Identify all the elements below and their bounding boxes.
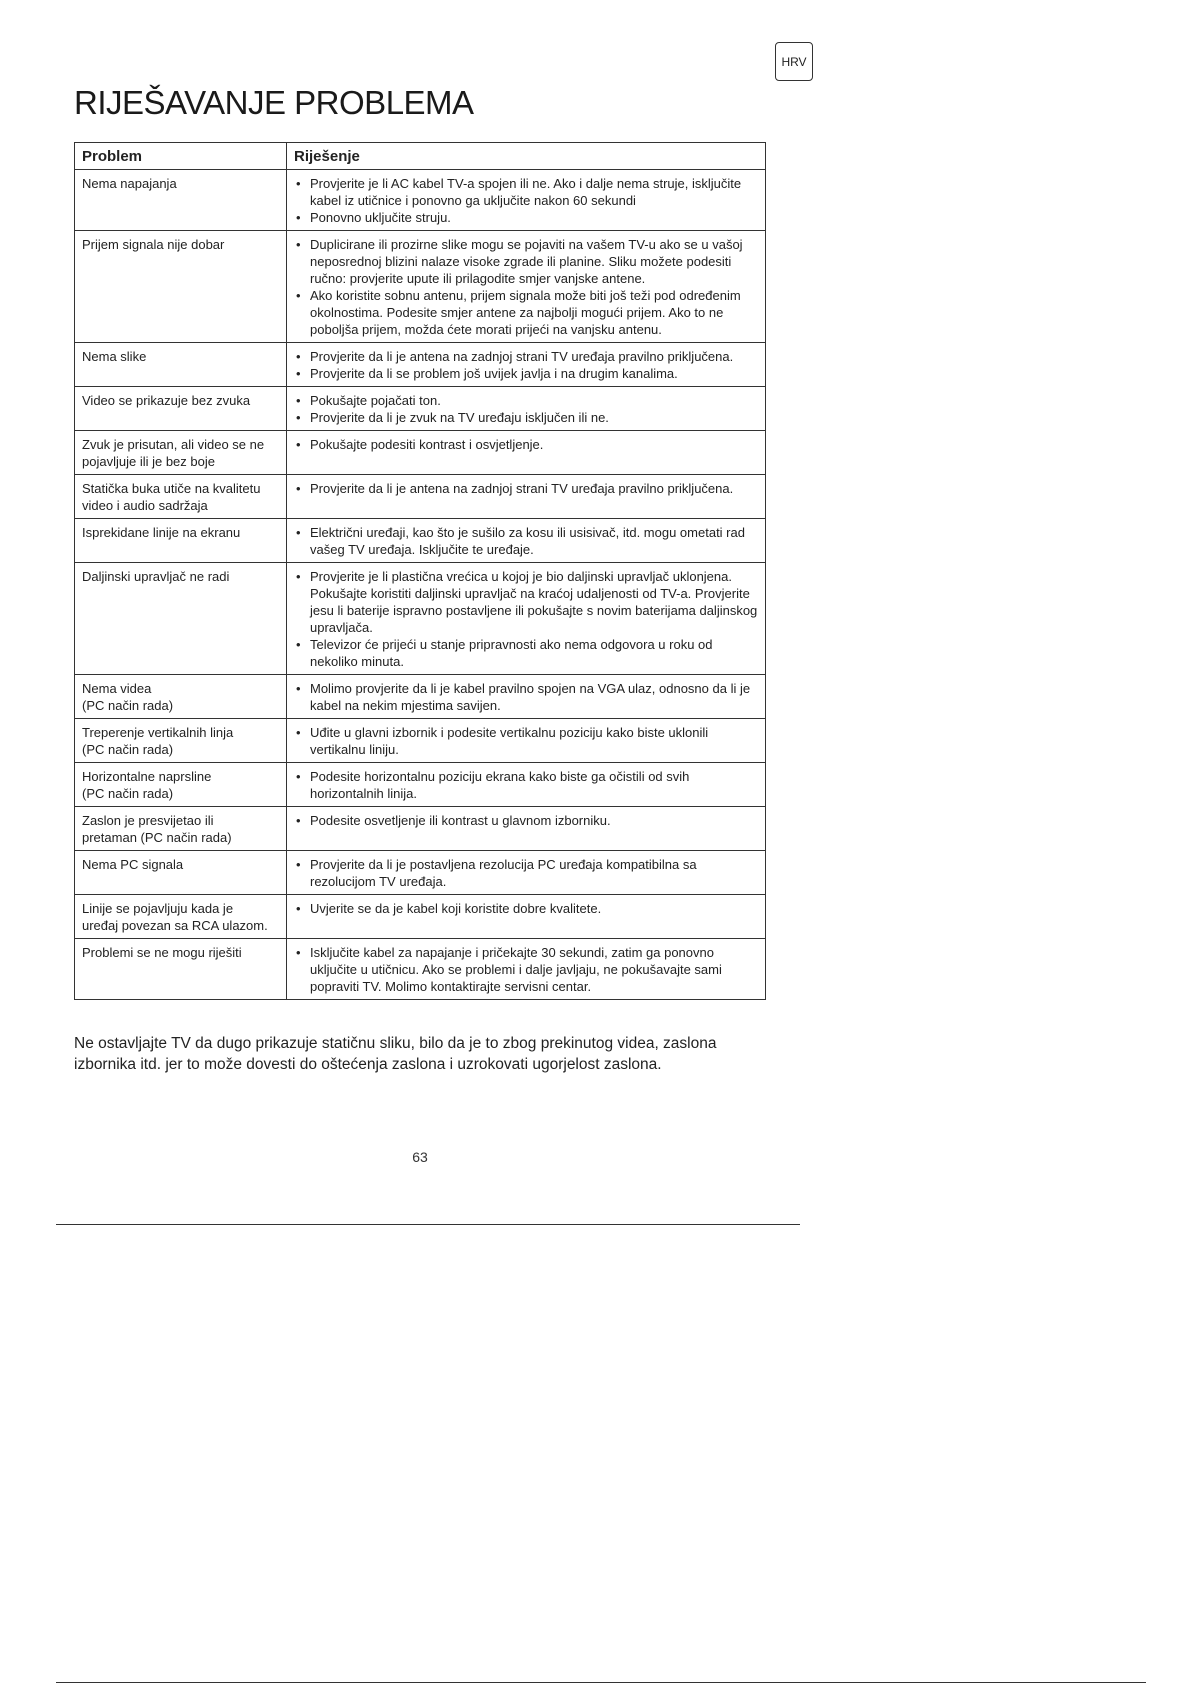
table-body	[75, 170, 766, 1000]
table-row	[75, 475, 766, 519]
problem-cell: Nema napajanja	[75, 170, 287, 231]
solution-cell	[287, 170, 766, 231]
solution-item: • Električni uređaji, kao što je sušilo za kosu ili usisivač, itd. mogu ometati rad vašeg TV uređaja. Isključite te uređaje.	[310, 524, 758, 558]
problem-cell: Zaslon je presvijetao ili pretaman (PC način rada)	[75, 807, 287, 851]
problem-cell: Treperenje vertikalnih linja (PC način rada)	[75, 719, 287, 763]
problem-cell: Video se prikazuje bez zvuka	[75, 387, 287, 431]
language-badge: HRV	[775, 42, 813, 81]
solution-cell	[287, 475, 766, 519]
problem-cell: Isprekidane linije na ekranu	[75, 519, 287, 563]
solution-item: • Duplicirane ili prozirne slike mogu se pojaviti na vašem TV-u ako se u vašoj neposrednoj blizini nalaze visoke zgrade ili planine. Sliku možete podesiti ručno: provjerite upute ili prilagodite smjer vanjske antene.	[310, 236, 758, 287]
solution-list	[294, 944, 758, 995]
table-row	[75, 431, 766, 475]
solution-cell	[287, 939, 766, 1000]
problem-cell: Nema videa (PC način rada)	[75, 675, 287, 719]
solution-item: • Provjerite da li se problem još uvijek javlja i na drugim kanalima.	[310, 365, 758, 382]
solution-cell	[287, 675, 766, 719]
table-row	[75, 939, 766, 1000]
solution-item: • Uđite u glavni izbornik i podesite vertikalnu poziciju kako biste uklonili vertikalnu liniju.	[310, 724, 758, 758]
solution-item: • Uvjerite se da je kabel koji koristite dobre kvalitete.	[310, 900, 758, 917]
bottom-divider-line	[56, 1682, 1146, 1683]
solution-item: • Provjerite da li je zvuk na TV uređaju isključen ili ne.	[310, 409, 758, 426]
solution-item: • Televizor će prijeći u stanje pripravnosti ako nema odgovora u roku od nekoliko minuta.	[310, 636, 758, 670]
table-row	[75, 895, 766, 939]
solution-cell	[287, 387, 766, 431]
page-number: 63	[412, 1149, 428, 1165]
table-row	[75, 563, 766, 675]
table-row	[75, 763, 766, 807]
problem-cell: Problemi se ne mogu riješiti	[75, 939, 287, 1000]
solution-item: • Ako koristite sobnu antenu, prijem signala može biti još teži pod određenim okolnostima. Podesite smjer antene za najbolji mogući prijem. Ako to ne poboljša prijem, možda ćete morati prijeći na vanjsku antenu.	[310, 287, 758, 338]
problem-cell: Nema slike	[75, 343, 287, 387]
problem-cell: Linije se pojavljuju kada je uređaj povezan sa RCA ulazom.	[75, 895, 287, 939]
solution-item: • Provjerite je li AC kabel TV-a spojen ili ne. Ako i dalje nema struje, isključite kabel iz utičnice i ponovno ga uključite nakon 60 sekundi	[310, 175, 758, 209]
table-row	[75, 231, 766, 343]
solution-item: • Podesite osvetljenje ili kontrast u glavnom izborniku.	[310, 812, 758, 829]
table-row	[75, 719, 766, 763]
solution-cell	[287, 231, 766, 343]
solution-list	[294, 175, 758, 226]
solution-cell	[287, 719, 766, 763]
solution-item: • Isključite kabel za napajanje i pričekajte 30 sekundi, zatim ga ponovno uključite u utičnicu. Ako se problemi i dalje javljaju, ne pokušavajte sami popraviti TV. Molimo kontaktirajte servisni centar.	[310, 944, 758, 995]
solution-cell	[287, 895, 766, 939]
table-row	[75, 387, 766, 431]
problem-cell: Horizontalne naprsline (PC način rada)	[75, 763, 287, 807]
solution-list	[294, 436, 758, 453]
problem-cell: Prijem signala nije dobar	[75, 231, 287, 343]
solution-list	[294, 392, 758, 426]
solution-item: • Podesite horizontalnu poziciju ekrana kako biste ga očistili od svih horizontalnih linija.	[310, 768, 758, 802]
table-header-row	[75, 143, 766, 170]
table-row	[75, 519, 766, 563]
table-row	[75, 807, 766, 851]
page-title: RIJEŠAVANJE PROBLEMA	[74, 84, 474, 121]
divider-line	[56, 1224, 800, 1225]
table-row	[75, 675, 766, 719]
solution-cell	[287, 343, 766, 387]
problem-cell: Statička buka utiče na kvalitetu video i audio sadržaja	[75, 475, 287, 519]
solution-item: • Pokušajte pojačati ton.	[310, 392, 758, 409]
solution-item: • Provjerite da li je antena na zadnjoj strani TV uređaja pravilno priključena.	[310, 348, 758, 365]
solution-item: • Pokušajte podesiti kontrast i osvjetljenje.	[310, 436, 758, 453]
solution-list	[294, 812, 758, 829]
solution-list	[294, 348, 758, 382]
solution-list	[294, 524, 758, 558]
solution-item: • Molimo provjerite da li je kabel pravilno spojen na VGA ulaz, odnosno da li je kabel na nekim mjestima savijen.	[310, 680, 758, 714]
table-row	[75, 170, 766, 231]
solution-list	[294, 900, 758, 917]
problem-cell: Nema PC signala	[75, 851, 287, 895]
troubleshooting-table	[74, 142, 766, 1000]
table-row	[75, 343, 766, 387]
solution-cell	[287, 431, 766, 475]
problem-cell: Daljinski upravljač ne radi	[75, 563, 287, 675]
solution-cell	[287, 851, 766, 895]
solution-item: • Provjerite da li je antena na zadnjoj strani TV uređaja pravilno priključena.	[310, 480, 758, 497]
solution-list	[294, 480, 758, 497]
solution-cell	[287, 519, 766, 563]
solution-list	[294, 724, 758, 758]
solution-cell	[287, 563, 766, 675]
solution-cell	[287, 763, 766, 807]
solution-cell	[287, 807, 766, 851]
solution-item: • Ponovno uključite struju.	[310, 209, 758, 226]
solution-list	[294, 768, 758, 802]
solution-list	[294, 236, 758, 338]
solution-list	[294, 856, 758, 890]
solution-list	[294, 568, 758, 670]
static-image-warning: Ne ostavljajte TV da dugo prikazuje statičnu sliku, bilo da je to zbog prekinutog videa, zaslona izbornika itd. jer to može dovesti do oštećenja zaslona i uzrokovati ugorjelost zaslona.	[74, 1035, 717, 1073]
column-header-solution: Riješenje	[287, 143, 766, 170]
problem-cell: Zvuk je prisutan, ali video se ne pojavljuje ili je bez boje	[75, 431, 287, 475]
table-row	[75, 851, 766, 895]
solution-item: • Provjerite da li je postavljena rezolucija PC uređaja kompatibilna sa rezolucijom TV uređaja.	[310, 856, 758, 890]
solution-list	[294, 680, 758, 714]
column-header-problem: Problem	[75, 143, 287, 170]
solution-item: • Provjerite je li plastična vrećica u kojoj je bio daljinski upravljač uklonjena. Pokušajte koristiti daljinski upravljač na kraćoj udaljenosti od TV-a. Provjerite jesu li baterije ispravno postavljene ili pokušajte s novim baterijama daljinskog upravljača.	[310, 568, 758, 636]
